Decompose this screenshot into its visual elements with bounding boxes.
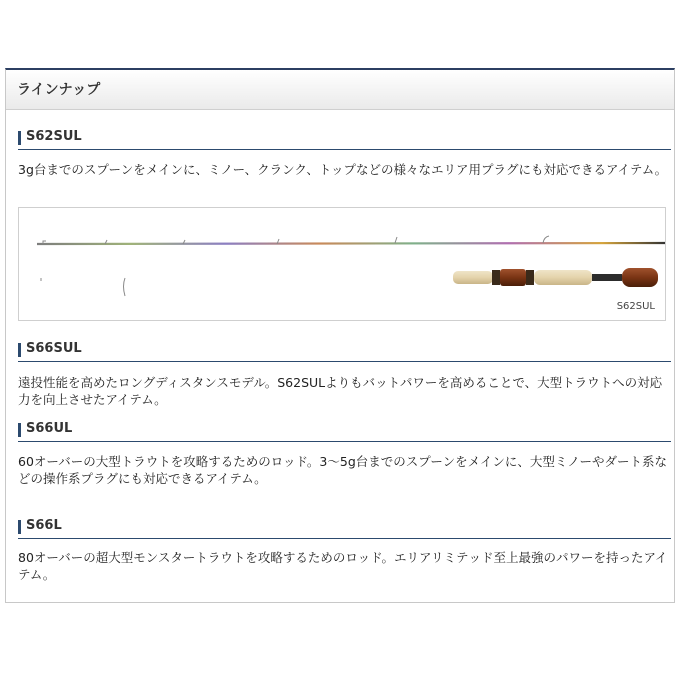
rod-product-image	[18, 207, 666, 321]
section-description: 80オーバーの超大型モンスタートラウトを攻略するためのロッド。エリアリミテッド至上最強のパワーを持ったアイテム。	[18, 550, 668, 582]
section-heading-s62sul	[18, 128, 671, 150]
heading-bar	[18, 343, 21, 357]
panel-header	[6, 70, 674, 110]
section-title: S66UL	[26, 421, 73, 436]
section-heading-s66ul	[18, 420, 671, 442]
heading-bar	[18, 423, 21, 437]
heading-bar	[18, 520, 21, 534]
section-heading-s66sul	[18, 340, 671, 362]
section-description: 3g台までのスプーンをメインに、ミノー、クランク、トップなどの様々なエリア用プラグにも対応できるアイテム。	[18, 162, 668, 177]
section-heading-s66l	[18, 517, 671, 539]
panel-title: ラインナップ	[17, 82, 101, 98]
rod-illustration	[19, 208, 666, 321]
section-description: 遠投性能を高めたロングディスタンスモデル。S62SULよりもバットパワーを高めることで、大型トラウトへの対応力を向上させたアイテム。	[18, 375, 663, 407]
section-title: S66L	[26, 518, 62, 533]
section-title: S66SUL	[26, 341, 82, 356]
heading-bar	[18, 131, 21, 145]
lineup-panel	[5, 68, 675, 603]
section-description: 60オーバーの大型トラウトを攻略するためのロッド。3～5g台までのスプーンをメインに、大型ミノーやダート系などの操作系プラグにも対応できるアイテム。	[18, 454, 667, 486]
section-title: S62SUL	[26, 129, 82, 144]
rod-caption: S62SUL	[616, 301, 655, 312]
